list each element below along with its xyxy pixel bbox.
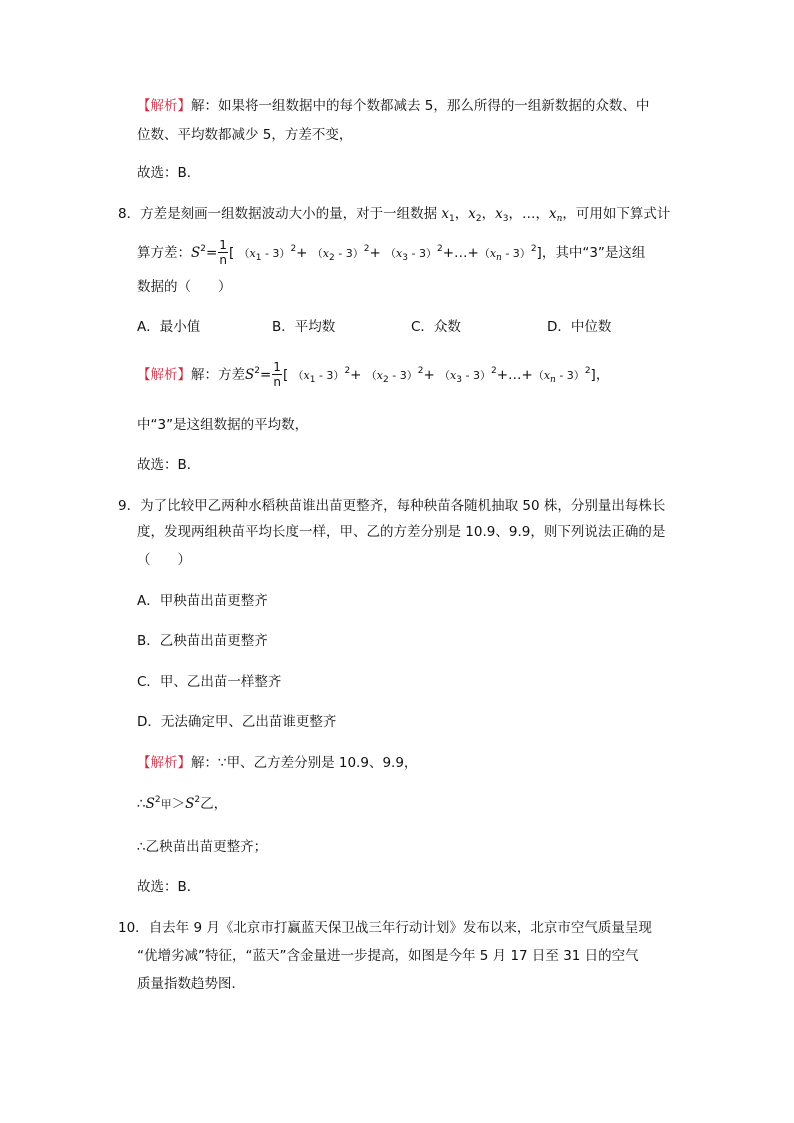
q9-number: 9．: [118, 498, 141, 514]
paren: （: [238, 247, 250, 260]
sup-2: 2: [154, 795, 161, 805]
q10-line-3: 质量指数趋势图．: [137, 976, 245, 992]
var-x: x: [376, 369, 383, 382]
sup-2: 2: [290, 244, 297, 254]
sub-1: 1: [309, 375, 316, 385]
analysis-tag: 【解析】: [137, 755, 191, 771]
comma: ，: [454, 206, 469, 222]
var-x: x: [489, 247, 497, 260]
minus-3: - 3）: [501, 247, 531, 260]
q9-option-a: A．甲秧苗出苗更整齐: [137, 593, 268, 609]
q7-analysis-line-2: 位数、平均数都减少 5，方差不变，: [137, 127, 353, 143]
minus-3: - 3）: [408, 247, 437, 260]
q8-analysis-line-1: [137, 360, 609, 391]
q9-analysis-line-2: [137, 795, 227, 814]
bracket-close: ]: [536, 245, 542, 261]
plus: +: [369, 245, 381, 261]
q8-text-1-tail: ，可用如下算式计: [562, 206, 671, 222]
q9-analysis-text-1: 解：∵甲、乙方差分别是 10.9、9.9，: [191, 755, 418, 771]
ellipsis: …: [521, 206, 536, 222]
term-3: [385, 247, 437, 263]
q8-text-1: 方差是刻画一组数据波动大小的量，对于一组数据: [140, 206, 438, 222]
paren: （: [292, 369, 304, 382]
term-n: [478, 247, 531, 263]
comma: ，: [508, 206, 522, 222]
sub-2: 2: [475, 214, 482, 224]
sub-n: n: [556, 214, 563, 224]
comma: ，: [535, 206, 549, 222]
sub-n: n: [550, 375, 556, 385]
q8-analysis-line-2: 中“3”是这组数据的平均数，: [137, 417, 309, 433]
q8-option-c: C．众数: [411, 319, 461, 335]
q8-line-1: [118, 205, 670, 223]
sup-2: 2: [584, 366, 591, 376]
label-yi: 乙: [200, 796, 214, 812]
var-S: S: [245, 367, 255, 383]
equals: =: [259, 367, 272, 383]
sup-2: 2: [194, 795, 201, 805]
fraction-one-over-n: [272, 361, 282, 389]
equals: =: [205, 245, 218, 261]
q8-option-d: D．中位数: [547, 319, 612, 335]
paren: （: [385, 247, 397, 260]
frac-numerator: 1: [219, 238, 227, 252]
frac-denominator: n: [273, 375, 281, 389]
minus-3: - 3）: [334, 247, 364, 260]
q9-line-2: 度，发现两组秧苗平均长度一样，甲、乙的方差分别是 10.9、9.9，则下列说法正确的是: [137, 524, 666, 540]
sub-n: n: [496, 253, 502, 263]
sub-3: 3: [456, 375, 462, 385]
q8-number: 8．: [118, 206, 141, 222]
var-x: x: [450, 369, 457, 382]
sub-2: 2: [383, 375, 389, 385]
var-x: x: [543, 369, 551, 382]
q8-text-2: 算方差：: [137, 245, 191, 261]
sub-1: 1: [449, 214, 455, 224]
sup-2: 2: [490, 366, 497, 376]
var-x: x: [548, 206, 557, 222]
q8-analysis-prefix: 解：方差: [191, 367, 245, 383]
term-n: [532, 369, 585, 385]
var-x: x: [441, 206, 450, 222]
therefore-symbol: ∴: [137, 796, 146, 812]
term-2: [365, 369, 418, 385]
analysis-tag: 【解析】: [137, 98, 191, 114]
minus-3: - 3）: [261, 247, 291, 260]
paren: （: [311, 247, 323, 260]
plus-dots: +…+: [442, 245, 479, 261]
minus-3: - 3）: [388, 369, 418, 382]
greater-than: ＞: [171, 796, 186, 812]
sup-2: 2: [200, 244, 206, 254]
term-3: [439, 369, 491, 385]
plus: +: [350, 367, 362, 383]
paren: （: [365, 369, 377, 382]
q8-option-a: A．最小值: [137, 319, 201, 335]
var-x: x: [249, 247, 256, 260]
bracket-open: [: [228, 245, 235, 261]
q9-analysis-line-1: [137, 754, 417, 772]
comma: ，: [595, 367, 610, 383]
q9-answer: 故选：B．: [137, 879, 201, 895]
q8-option-b: B．平均数: [272, 319, 336, 335]
paren: （: [478, 247, 490, 260]
var-x: x: [468, 206, 476, 222]
analysis-tag: 【解析】: [137, 367, 191, 383]
bracket-open: [: [282, 367, 289, 383]
minus-3: - 3）: [315, 369, 345, 382]
sup-2: 2: [254, 366, 260, 376]
sup-2: 2: [344, 366, 351, 376]
var-x: x: [495, 206, 503, 222]
frac-numerator: 1: [273, 360, 281, 374]
q9-option-b: B．乙秧苗出苗更整齐: [137, 633, 268, 649]
sub-2: 2: [329, 253, 335, 263]
sub-3: 3: [502, 214, 509, 224]
q9-line-1: [118, 497, 665, 515]
var-S: S: [145, 796, 155, 812]
q8-line-2: [137, 238, 645, 269]
q10-text-1: 自去年 9 月《北京市打赢蓝天保卫战三年行动计划》发布以来，北京市空气质量呈现: [148, 920, 652, 936]
q10-line-2: “优增劣减”特征，“蓝天”含金量进一步提高，如图是今年 5 月 17 日至 31 日的空气: [137, 948, 639, 964]
term-1: [292, 369, 345, 385]
q9-analysis-line-3: ∴乙秧苗出苗更整齐；: [137, 839, 268, 855]
minus-3: - 3）: [555, 369, 585, 382]
q7-analysis-line-1: [137, 97, 649, 115]
q7-analysis-text-1: 解：如果将一组数据中的每个数都减去 5，那么所得的一组新数据的众数、中: [191, 98, 650, 114]
fraction-one-over-n: [218, 239, 228, 267]
q9-option-d: D．无法确定甲、乙出苗谁更整齐: [137, 714, 337, 730]
q9-option-c: C．甲、乙出苗一样整齐: [137, 674, 282, 690]
plus: +: [423, 367, 435, 383]
var-S: S: [185, 796, 195, 812]
var-x: x: [303, 369, 310, 382]
comma: ，: [213, 796, 228, 812]
sub-3: 3: [402, 253, 408, 263]
term-1: [238, 247, 291, 263]
q10-line-1: [118, 919, 652, 937]
sup-2: 2: [363, 244, 370, 254]
q8-answer: 故选：B．: [137, 457, 201, 473]
paren: （: [532, 369, 544, 382]
comma: ，: [481, 206, 496, 222]
plus-dots: +…+: [496, 367, 533, 383]
q8-line-3: 数据的（ ）: [137, 279, 232, 295]
var-x: x: [396, 247, 403, 260]
q8-text-2-tail: ，其中“3”是这组: [541, 245, 646, 261]
q9-line-3: （ ）: [137, 552, 191, 568]
var-S: S: [191, 245, 201, 261]
sup-2: 2: [530, 244, 537, 254]
minus-3: - 3）: [462, 369, 491, 382]
paren: （: [439, 369, 451, 382]
frac-denominator: n: [219, 253, 227, 267]
label-jia: 甲: [160, 798, 172, 811]
plus: +: [296, 245, 308, 261]
q9-text-1: 为了比较甲乙两种水稻秧苗谁出苗更整齐，每种秧苗各随机抽取 50 株，分别量出每株长: [140, 498, 666, 514]
sub-1: 1: [255, 253, 262, 263]
var-x: x: [322, 247, 329, 260]
sup-2: 2: [417, 366, 424, 376]
bracket-close: ]: [590, 367, 596, 383]
sup-2: 2: [436, 244, 443, 254]
term-2: [311, 247, 364, 263]
q10-number: 10．: [118, 920, 149, 936]
q7-answer: 故选：B．: [137, 165, 201, 181]
